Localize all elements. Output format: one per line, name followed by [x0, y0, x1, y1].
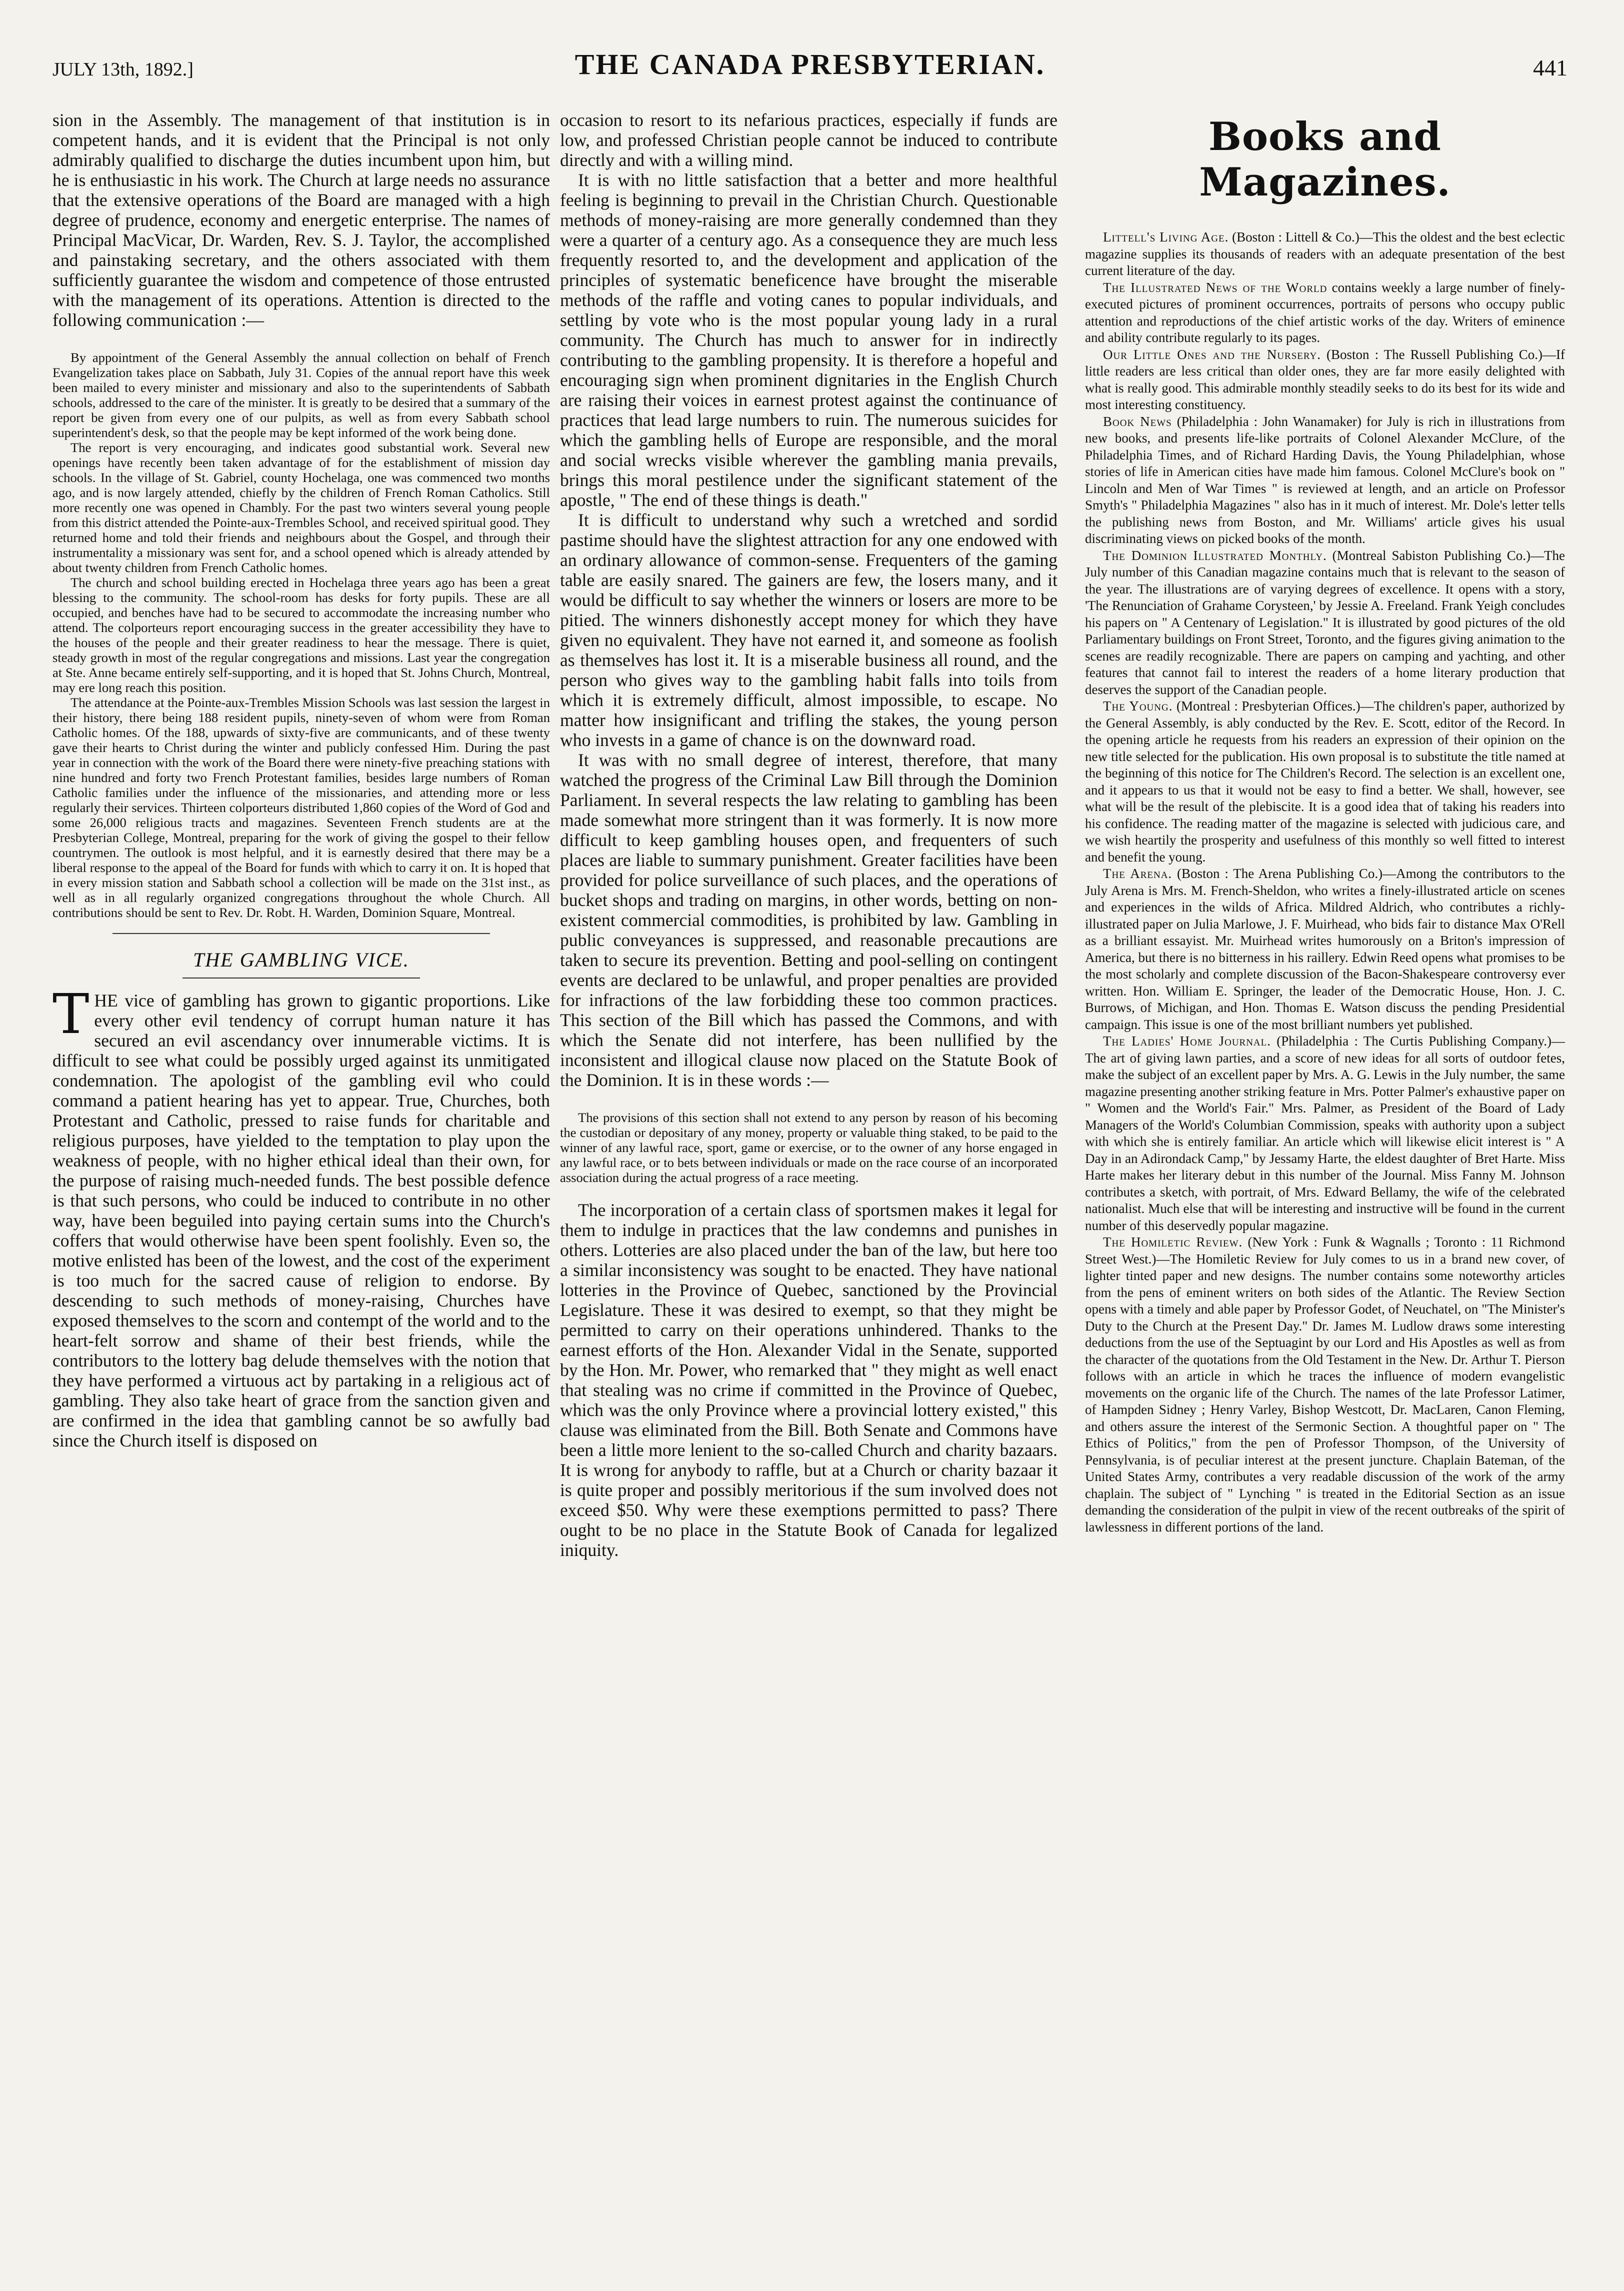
review-title: Littell's Living Age.	[1103, 230, 1229, 244]
page-header	[52, 48, 1568, 88]
review-title: Our Little Ones and the Nursery.	[1103, 346, 1321, 362]
gambling-paragraph	[52, 982, 550, 1450]
review-item	[1085, 548, 1565, 698]
review-item	[1085, 346, 1565, 414]
communication-paragraph: The attendance at the Pointe-aux-Trembles Mission Schools was last session the largest in their history, there being 188 resident pupils, ninety-seven of whom were from Roman Catholic homes. Of the 188, upwards of sixty-five are communicants, and of these twenty gave their hearts to Christ during the winter and publicly confessed Him. During the past year in connection with the work of the Board there were ninety-five preaching stations with nine hundred and forty two French Protestant families, besides large numbers of Roman Catholic families under the influence of the missionaries, and attending more or less regularly their services. Thirteen colporteurs distributed 1,860 copies of the Word of God and some 26,000 religious tracts and magazines. Seventeen French students are at the Presbyterian College, Montreal, preparing for the work of giving the gospel to their fellow countrymen. The outlook is most helpful, and it is earnestly desired that there may be a liberal response to the appeal of the Board for funds with which to carry it on. It is hoped that in every mission station and Sabbath school a collection will be made on the 31st inst., as well as in all regularly organized congregations throughout the whole Church. All contributions should be sent to Rev. Dr. Robt. H. Warden, Dominion Square, Montreal.	[52, 695, 550, 920]
review-list	[1085, 229, 1565, 1536]
column-1	[52, 110, 550, 2256]
article-paragraph: The incorporation of a certain class of sportsmen makes it legal for them to indulge in practices that the law condemns and punishes in others. Lotteries are also placed under the ban of the law, but here too a similar inconsistency was sought to be enacted. They have national lotteries in the Province of Quebec, sanctioned by the Provincial Legislature. These it was desired to exempt, so that they might be permitted to carry on their operations unhindered. Thanks to the earnest efforts of the Hon. Alexander Vidal in the Senate, supported by the Hon. Mr. Power, who remarked that " they might as well enact that stealing was no crime if committed in the Province of Quebec, which was the only Province where a provincial lottery existed," this clause was eliminated from the Bill. Both Senate and Commons have been a little more lenient to the so-called Church and charity bazaars. It is wrong for anybody to raffle, but at a Church or charity bazaar it is quite proper and possibly meritorious if the sum involved does not exceed $50. Why were these exemptions permitted to pass? There ought to be no place in the Statute Book of Canada for legalized iniquity.	[560, 1200, 1058, 1560]
article-paragraph: occasion to resort to its nefarious practices, especially if funds are low, and professed Christian people cannot be induced to contribute directly and with a willing mind.	[560, 110, 1058, 170]
section-title: THE GAMBLING VICE.	[52, 948, 550, 972]
review-title: Book News	[1103, 414, 1172, 429]
drop-cap: T	[52, 982, 90, 1046]
review-item	[1085, 1033, 1565, 1234]
review-title: The Dominion Illustrated Monthly.	[1103, 548, 1327, 563]
review-text: (New York : Funk & Wagnalls ; Toronto : 11 Richmond Street West.)—The Homiletic Review for July comes to us in a brand new cover, of lighter tinted paper and new designs. The number contains some noteworthy articles from the pens of eminent writers on both sides of the Atlantic. The Review Section opens with a timely and able paper by Professor Godet, of Neuchatel, on "The Minister's Duty to the Church at the Present Day." Dr. James M. Ludlow draws some interesting deductions from the use of the Septuagint by our Lord and His Apostles as well as from the character of the quotations from the Old Testament in the New. Dr. Arthur T. Pierson follows with an article in which he traces the influence of modern evangelistic movements on the organic life of the Church. The names of the late Professor Latimer, of Hampden Sidney ; Henry Varley, Bishop Westcott, Dr. MacLaren, Canon Fleming, and others assure the interest of the Sermonic Section. A thoughtful paper on " The Ethics of Politics," from the pen of Professor Thompson, of the University of Pennsylvania, is of peculiar interest at the present juncture. Chaplain Bateman, of the United States Army, contributes a very readable discussion of the work of the army chaplain. The subject of " Lynching " is treated in the Editorial Section as an issue demanding the consideration of the pulpit in view of the recent outbreaks of the spirit of lawlessness in different portions of the land.	[1085, 1234, 1565, 1534]
books-magazines-heading: Books and Magazines.	[1199, 114, 1451, 205]
review-text: (Philadelphia : John Wanamaker) for July is rich in illustrations from new books, and presents life-like portraits of Colonel Alexander McClure, of the Philadelphia Times, and of Richard Harding Davis, the Young Philadelphian, whose stories of life in American cities have made him famous. Colonel McClure's book on " Lincoln and Men of War Times " is reviewed at length, and an article on Professor Smyth's " Philadelphia Magazines " also has in it much of interest. Mr. Dole's letter tells the publishing news from Boston, and Mr. Williams' article gives his usual discriminating views on picked books of the month.	[1085, 414, 1565, 546]
review-item	[1085, 698, 1565, 866]
review-title: The Young.	[1103, 698, 1173, 714]
page-number: 441	[1533, 55, 1568, 80]
review-text: (Boston : Littell & Co.)—This the oldest and the best eclectic magazine supplies its thousands of readers with an adequate presentation of the best current literature of the day.	[1085, 230, 1565, 278]
communication-paragraph: The report is very encouraging, and indicates good substantial work. Several new openings have recently been taken advantage of for the establishment of mission day schools. In the village of St. Gabriel, county Hochelaga, one was commenced two months ago, and is now largely attended, chiefly by the children of French Roman Catholics. Still more recently one was opened in Chambly. For the past two winters several young people from this district attended the Pointe-aux-Trembles School, and received spiritual good. They returned home and told their friends and neighbours about the Gospel, and through their instrumentality a missionary was sent for, and a school opened which is already attended by about twenty children from French Catholic homes.	[52, 440, 550, 575]
review-item	[1085, 866, 1565, 1033]
communication-paragraph: By appointment of the General Assembly the annual collection on behalf of French Evangelization takes place on Sabbath, July 31. Copies of the annual report have this week been mailed to every minister and missionary and also to the superintendents of Sabbath schools, addressed to the care of the minister. It is greatly to be desired that a summary of the report be given from every one of our pulpits, as well as from every Sabbath school superintendent's desk, so that the people may be kept informed of the work being done.	[52, 350, 550, 440]
review-item	[1085, 280, 1565, 346]
review-item	[1085, 1234, 1565, 1536]
article-paragraph: It was with no small degree of interest, therefore, that many watched the progress of the Criminal Law Bill through the Dominion Parliament. In several respects the law relating to gambling has been made somewhat more stringent than it was formerly. It is now more difficult to keep gambling houses open, and frequenters of such places are liable to summary punishment. Greater facilities have been provided for police surveillance of such places, and the operations of bucket shops and trading on margins, in other words, betting on non-existent commercial commodities, is prohibited by law. Gambling in public conveyances is suppressed, and reasonable precautions are taken to secure its prevention. Betting and pool-selling on contingent events are declared to be unlawful, and proper penalties are provided for infractions of the law forbidding these too common practices. This section of the Bill which has passed the Commons, and with which the Senate did not interfere, has been nullified by the inconsistent and illogical clause now placed on the Statute Book of the Dominion. It is in these words :—	[560, 750, 1058, 1090]
gambling-text: HE vice of gambling has grown to gigantic proportions. Like every other evil tendency of corrupt human nature it has secured an evil ascendancy over innumerable victims. It is difficult to see what could be possibly urged against its unmitigated condemnation. The apologist of the gambling evil who could command a patient hearing has yet to appear. True, Churches, both Protestant and Catholic, pressed to raise funds for charitable and religious purposes, have yielded to the temptation to play upon the weakness of people, with no higher ethical ideal than their own, for the purpose of raising much-needed funds. The best possible defence is that such persons, who could be induced to contribute in no other way, have been beguiled into paying certain sums into the Church's coffers that would otherwise have been spent foolishly. Even so, the motive enlisted has been of the lowest, and the cost of the experiment is too much for the sacred cause of religion to endorse. By descending to such methods of money-raising, Churches have exposed themselves to the scorn and contempt of the world and to the heart-felt sorrow and shame of their best friends, while the contributors to the lottery bag delude themselves with the notion that they have performed a virtuous act by partaking in a religious act of gambling. They also take heart of grace from the sanction given and are confirmed in the idea that gambling cannot be so awfully bad since the Church itself is disposed on	[52, 990, 550, 1450]
assembly-paragraph: sion in the Assembly. The management of that institution is in competent hands, and it is evident that the Principal is not only admirably qualified to discharge the duties incumbent upon him, but he is enthusiastic in his work. The Church at large needs no assurance that the extensive operations of the Board are managed with a high degree of prudence, economy and energetic enterprise. The names of Principal MacVicar, Dr. Warden, Rev. S. J. Taylor, the accomplished and painstaking secretary, and the others associated with them sufficiently guarantee the wisdom and competence of those entrusted with the management of its operations. Attention is directed to the following communication :—	[52, 110, 550, 330]
communication-paragraph: The church and school building erected in Hochelaga three years ago has been a great blessing to the community. The school-room has desks for forty pupils. These are all occupied, and benches have had to be secured to accommodate the increasing number who attend. The colporteurs report encouraging success in the greater accessibility they have to the houses of the people and their greater readiness to hear the message. There is quiet, steady growth in most of the regular congregations and missions. Last year the congregation at Ste. Anne became entirely self-supporting, and it is hoped that St. Johns Church, Montreal, may ere long reach this position.	[52, 575, 550, 695]
review-title: The Homiletic Review.	[1103, 1234, 1243, 1250]
column-3	[1085, 110, 1565, 2256]
column-2	[560, 110, 1058, 2256]
review-text: (Montreal : Presbyterian Offices.)—The children's paper, authorized by the General Assembly, is ably conducted by the Rev. E. Scott, editor of the Record. In the opening article he requests from his readers an expression of their opinion on the new title selected for the publication. His own proposal is to substitute the title named at the beginning of this notice for The Children's Record. The selection is an excellent one, and it appears to us that it would not be easy to find a better. We shall, however, see what will be the result of the plebiscite. It is a good idea that of taking his readers into his confidence. The reading matter of the magazine is selected with judicious care, and we wish heartily the prosperity and usefulness of this monthly so well fitted to interest and benefit the young.	[1085, 698, 1565, 864]
review-title: The Ladies' Home Journal.	[1103, 1034, 1272, 1048]
review-text: (Philadelphia : The Curtis Publishing Company.)—The art of giving lawn parties, and a score of new ideas for all sorts of outdoor fetes, make the subject of an excellent paper by Mrs. A. G. Lewis in the July number, the same magazine presenting another striking feature in Mrs. Potter Palmer's exhaustive paper on " Women and the World's Fair." Mrs. Palmer, as President of the Board of Lady Managers of the World's Columbian Commission, speaks with authority upon a subject with which she is entirely familiar. An article which will likewise elicit interest is " A Day in an Adirondack Camp," by Jessamy Harte, the eldest daughter of Bret Harte. Miss Harte makes her literary debut in this number of the Journal. Miss Fanny M. Johnson contributes a sketch, with portrait, of Mrs. Edward Bellamy, the wife of the celebrated nationalist. Much else that will be interesting and instructive will be found in the current number of this deservedly popular magazine.	[1085, 1034, 1565, 1233]
review-item	[1085, 229, 1565, 280]
communication-block	[52, 350, 550, 920]
newspaper-title: THE CANADA PRESBYTERIAN.	[574, 48, 1046, 80]
review-text: contains weekly a large number of finely-executed pictures of prominent occurrences, portraits of persons who occupy public attention and reproductions of the chief artistic works of the day. Writers of eminence and ability contribute regularly to its pages.	[1085, 280, 1565, 345]
review-title: The Illustrated News of the World	[1103, 280, 1328, 295]
review-text: (Montreal Sabiston Publishing Co.)—The July number of this Canadian magazine contains much that is relevant to the season of the year. The illustrations are of varying degrees of excellence. It opens with a story, 'The Renunciation of Grahame Corysteen,' by Jessie A. Freeland. Frank Yeigh concludes his papers on " A Centenary of Legislation." It is illustrated by good pictures of the old Parliamentary buildings on Front Street, Toronto, and the figures giving animation to the scenes are readily recognizable. There are papers on camping and yachting, and other features that cannot fail to interest the readers of a home literary production that deserves the support of the Canadian people.	[1085, 548, 1565, 697]
article-paragraph: It is with no little satisfaction that a better and more healthful feeling is beginning to prevail in the Christian Church. Questionable methods of money-raising are more generally condemned than they were a quarter of a century ago. As a consequence they are much less frequently resorted to, and the development and application of the principles of systematic beneficence have brought the miserable methods of the raffle and voting canes to popular individuals, and settling by vote who is the most popular young lady in a rural community. The Church has much to answer for in indirectly contributing to the gambling propensity. It is therefore a hopeful and encouraging sign when prominent dignitaries in the English Church are raising their voices in earnest protest against the continuance of practices that lead large numbers to ruin. The numerous suicides for which the gambling hells of Europe are responsible, and the moral and social wrecks visible wherever the gambling mania prevails, brings this moral pestilence under the significant statement of the apostle, " The end of these things is death."	[560, 170, 1058, 510]
issue-date: JULY 13th, 1892.]	[52, 59, 194, 80]
review-item	[1085, 414, 1565, 548]
quote-paragraph: The provisions of this section shall not extend to any person by reason of his becoming the custodian or depositary of any money, property or valuable thing staked, to be paid to the winner of any lawful race, sport, game or exercise, or to the owner of any horse engaged in any lawful race, or to bets between individuals or made on the race course of an incorporated association during the actual progress of a race meeting.	[560, 1110, 1058, 1185]
statute-quote	[560, 1110, 1058, 1185]
review-text: (Boston : The Arena Publishing Co.)—Among the contributors to the July Arena is Mrs. M. French-Sheldon, who writes a finely-illustrated article on scenes and experiences in the wilds of Africa. Mildred Aldrich, who contributes a richly-illustrated paper on Julia Marlowe, J. F. Muirhead, who bids fair to distance Max O'Rell as a brilliant essayist. Mr. Muirhead writes humorously on a Briton's impression of America, but there is no bitterness in his raillery. Edwin Reed opens what promises to be the most scholarly and complete discussion of the Bacon-Shakespeare controversy ever written. Hon. William E. Springer, the leader of the Democratic House, Hon. J. C. Burrows, of Michigan, and Hon. Thomas E. Watson discuss the pending Presidential campaign. This issue is one of the most brilliant numbers yet published.	[1085, 866, 1565, 1032]
review-text: (Boston : The Russell Publishing Co.)—If little readers are less critical than older ones, they are far more easily delighted with what is really good. This admirable monthly steadily seeks to do its best for its wide and most interesting constituency.	[1085, 346, 1565, 412]
review-title: The Arena.	[1103, 866, 1172, 881]
article-paragraph: It is difficult to understand why such a wretched and sordid pastime should have the slightest attraction for any one endowed with an ordinary allowance of common-sense. Frequenters of the gaming table are easily snared. The gainers are few, the losers many, and it would be difficult to say whether the winners or losers are more to be pitied. The winners dishonestly accept money for which they have given no equivalent. They have not earned it, and someone as foolish as themselves has lost it. It is a miserable business all round, and the person who gives way to the gambling habit falls into toils from which it is extremely difficult, almost impossible, to escape. No matter how insignificant and trifling the stakes, the young person who invests in a game of chance is on the downward road.	[560, 510, 1058, 750]
